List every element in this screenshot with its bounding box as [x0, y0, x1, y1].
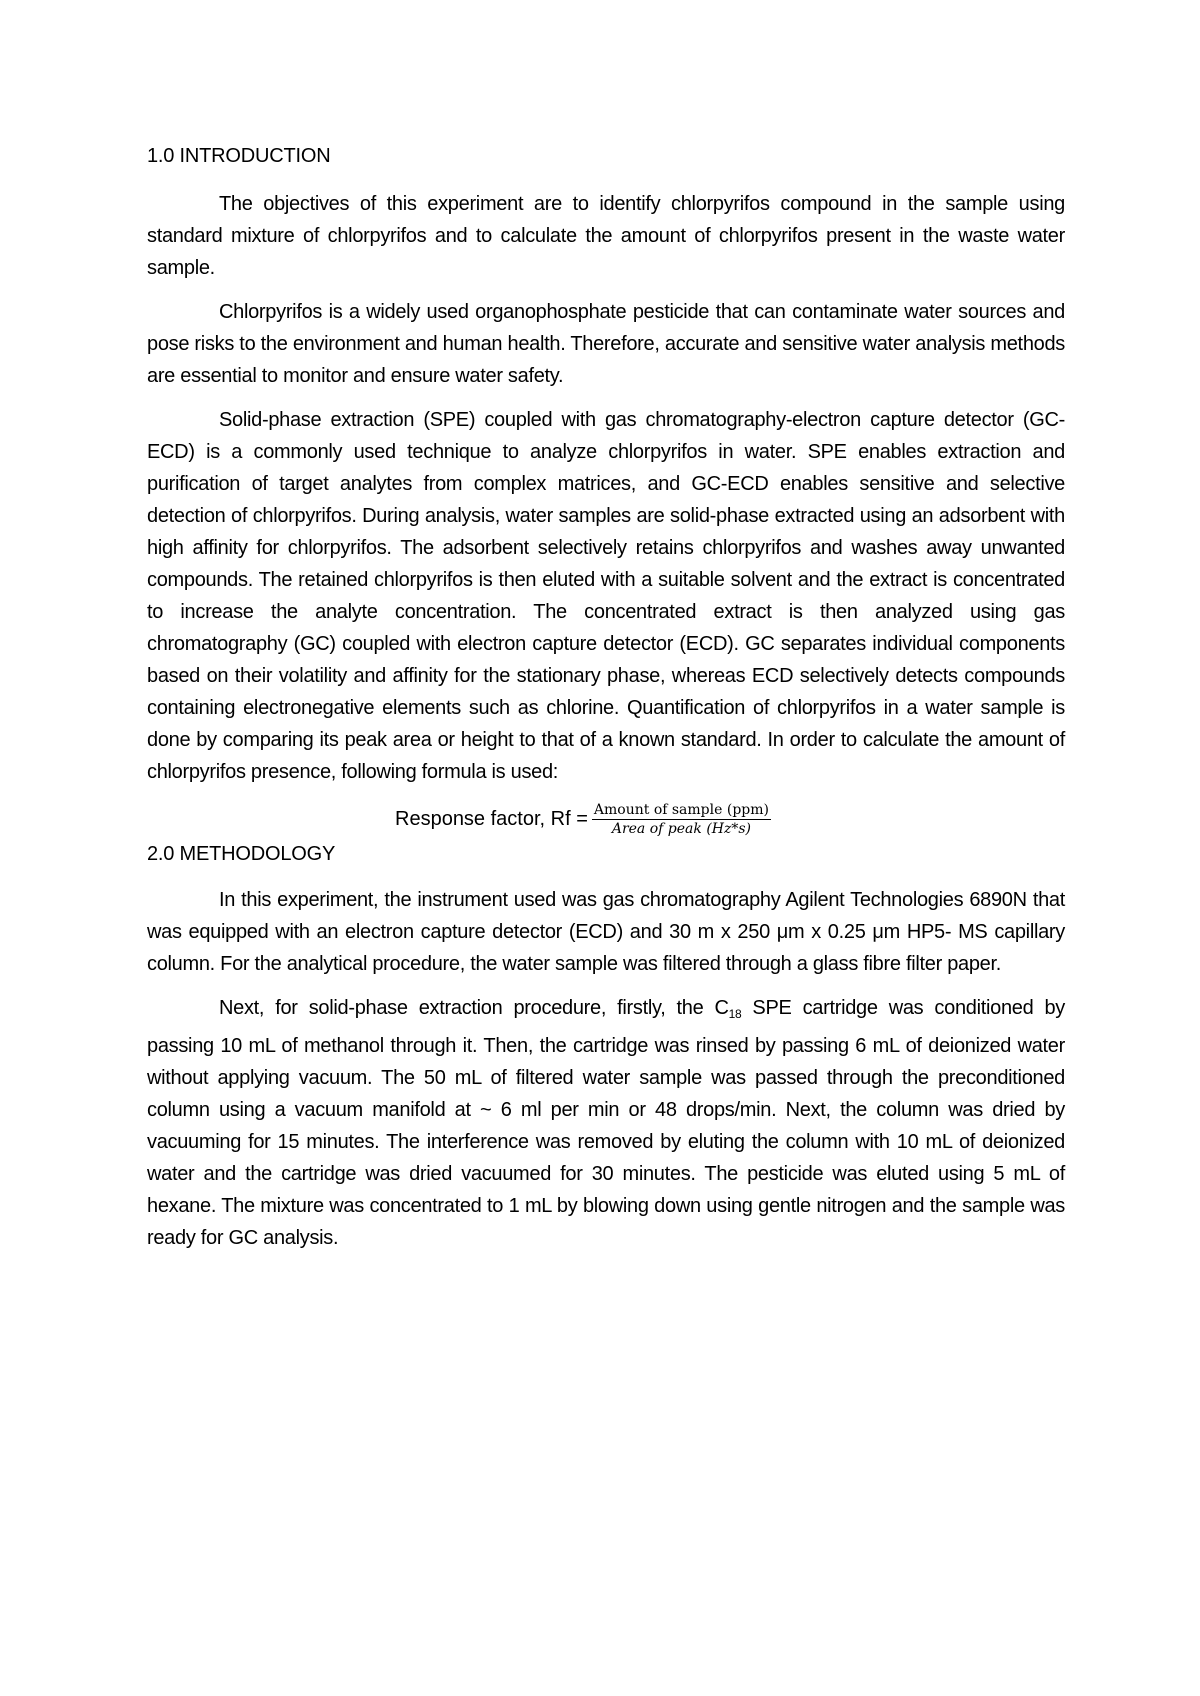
intro-paragraph-3: Solid-phase extraction (SPE) coupled with gas chromatography-electron capture detector (GC-ECD) is a commonly used technique to analyze chlorpyrifos in water. SPE enables extraction and purification of target analytes from complex matrices, and GC-ECD enables sensitive and selective detection of chlorpyrifos. During analysis, water samples are solid-phase extracted using an adsorbent with high affinity for chlorpyrifos. The adsorbent selectively retains chlorpyrifos and washes away unwanted compounds. The retained chlorpyrifos is then eluted with a suitable solvent and the extract is concentrated to increase the analyte concentration. The concentrated extract is then analyzed using gas chromatography (GC) coupled with electron capture detector (ECD). GC separates individual components based on their volatility and affinity for the stationary phase, whereas ECD selectively detects compounds containing electronegative elements such as chlorine. Quantification of chlorpyrifos in a water sample is done by comparing its peak area or height to that of a known standard. In order to calculate the amount of chlorpyrifos presence, following formula is used: [147, 409, 1065, 783]
formula-denominator: Area of peak (Hz*s) [611, 821, 752, 837]
response-factor-formula [395, 802, 771, 837]
formula-block [147, 802, 1065, 850]
methodology-p2-start: Next, for solid-phase extraction procedure, firstly, the C [219, 997, 729, 1019]
intro-paragraph-1: The objectives of this experiment are to identify chlorpyrifos compound in the sample using standard mixture of chlorpyrifos and to calculate the amount of chlorpyrifos present in the waste water sample. [147, 193, 1065, 279]
intro-heading: 1.0 INTRODUCTION [147, 145, 331, 167]
c18-subscript: 18 [728, 1007, 742, 1021]
formula-fraction [592, 802, 771, 837]
methodology-paragraph-1: In this experiment, the instrument used was gas chromatography Agilent Technologies 6890N that was equipped with an electron capture detector (ECD) and 30 m x 250 μm x 0.25 μm HP5- MS capillary column. For the analytical procedure, the water sample was filtered through a glass fibre filter paper. [147, 889, 1065, 975]
intro-paragraph-2: Chlorpyrifos is a widely used organophosphate pesticide that can contaminate water sources and pose risks to the environment and human health. Therefore, accurate and sensitive water analysis methods are essential to monitor and ensure water safety. [147, 301, 1065, 387]
formula-numerator: Amount of sample (ppm) [593, 802, 769, 818]
formula-label: Response factor, Rf = [395, 808, 588, 830]
document-page [147, 140, 1065, 1254]
methodology-paragraph-2 [147, 992, 1065, 1254]
methodology-p2-rest: SPE cartridge was conditioned by passing 10 mL of methanol through it. Then, the cartridge was rinsed by passing 6 mL of deionized water without applying vacuum. The 50 mL of filtered water sample was passed through the preconditioned column using a vacuum manifold at ~ 6 ml per min or 48 drops/min. Next, the column was dried by vacuuming for 15 minutes. The interference was removed by eluting the column with 10 mL of deionized water and the cartridge was dried vacuumed for 30 minutes. The pesticide was eluted using 5 mL of hexane. The mixture was concentrated to 1 mL by blowing down using gentle nitrogen and the sample was ready for GC analysis. [147, 997, 1065, 1249]
methodology-heading: 2.0 METHODOLOGY [147, 843, 336, 865]
